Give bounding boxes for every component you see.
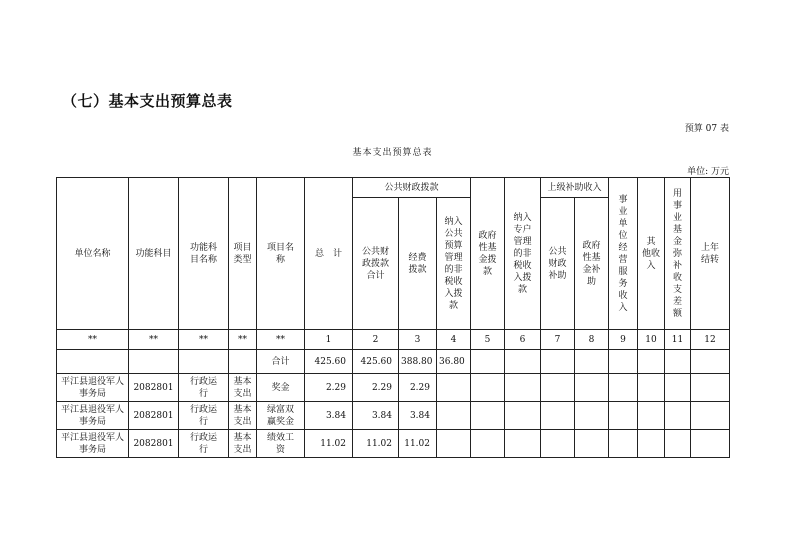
budget-table bbox=[56, 177, 730, 458]
row-pf-total: 11.02 bbox=[353, 430, 399, 458]
header-func-name: 功能科 目名称 bbox=[179, 178, 229, 330]
row-func-code: 2082801 bbox=[129, 402, 179, 430]
row-item-type: 基本 支出 bbox=[229, 430, 257, 458]
row-item-type: 基本 支出 bbox=[229, 374, 257, 402]
row-unit-name: 平江县退役军人 事务局 bbox=[57, 430, 129, 458]
table-title: 基本支出预算总表 bbox=[352, 148, 433, 158]
index-cell: 5 bbox=[471, 330, 505, 350]
unit-label: 单位: 万元 bbox=[687, 167, 729, 177]
form-number: 预算 07 表 bbox=[684, 124, 729, 134]
row-unit-name: 平江县退役军人 事务局 bbox=[57, 402, 129, 430]
row-func-code: 2082801 bbox=[129, 430, 179, 458]
header-superior-subsidy: 上级补助收入 bbox=[541, 178, 609, 198]
row-pf-funds: 2.29 bbox=[399, 374, 437, 402]
header-row-1 bbox=[57, 178, 730, 198]
row-unit-name: 平江县退役军人 事务局 bbox=[57, 374, 129, 402]
table-row bbox=[57, 402, 730, 430]
header-sub-gov-fund: 政府 性基 金补 助 bbox=[575, 198, 609, 330]
index-cell: ** bbox=[257, 330, 305, 350]
row-item-name: 奖金 bbox=[257, 374, 305, 402]
index-cell: 11 bbox=[665, 330, 691, 350]
index-cell: ** bbox=[57, 330, 129, 350]
row-total: 3.84 bbox=[305, 402, 353, 430]
header-item-name: 项目名 称 bbox=[257, 178, 305, 330]
row-item-name: 绩效工 资 bbox=[257, 430, 305, 458]
index-cell: ** bbox=[179, 330, 229, 350]
total-pf-total: 425.60 bbox=[353, 350, 399, 374]
table-row bbox=[57, 374, 730, 402]
header-sub-public: 公共 财政 补助 bbox=[541, 198, 575, 330]
row-func-name: 行政运 行 bbox=[179, 430, 229, 458]
index-row bbox=[57, 330, 730, 350]
row-pf-total: 2.29 bbox=[353, 374, 399, 402]
total-row bbox=[57, 350, 730, 374]
header-business-income: 事 业 单 位 经 营 服 务 收 入 bbox=[609, 178, 638, 330]
header-carry-over: 上年 结转 bbox=[691, 178, 730, 330]
header-pf-total: 公共财 政拨款 合计 bbox=[353, 198, 399, 330]
header-func-code: 功能科目 bbox=[129, 178, 179, 330]
header-balance-make-up: 用 事 业 基 金 弥 补 收 支 差 额 bbox=[665, 178, 691, 330]
header-other-income: 其 他收 入 bbox=[638, 178, 665, 330]
row-func-code: 2082801 bbox=[129, 374, 179, 402]
row-func-name: 行政运 行 bbox=[179, 402, 229, 430]
index-cell: 1 bbox=[305, 330, 353, 350]
row-pf-funds: 11.02 bbox=[399, 430, 437, 458]
index-cell: 12 bbox=[691, 330, 730, 350]
row-total: 11.02 bbox=[305, 430, 353, 458]
header-pf-funds: 经费 拨款 bbox=[399, 198, 437, 330]
row-item-name: 绿富双 赢奖金 bbox=[257, 402, 305, 430]
total-label: 合计 bbox=[257, 350, 305, 374]
header-pf-nontax: 纳入 公共 预算 管理 的非 税收 入拨 款 bbox=[437, 198, 471, 330]
section-title: （七）基本支出预算总表 bbox=[62, 92, 233, 110]
row-item-type: 基本 支出 bbox=[229, 402, 257, 430]
header-special-nontax: 纳入 专户 管理 的非 税收 入拨 款 bbox=[505, 178, 541, 330]
total-pf-nontax: 36.80 bbox=[437, 350, 471, 374]
header-item-type: 项目 类型 bbox=[229, 178, 257, 330]
index-cell: ** bbox=[229, 330, 257, 350]
index-cell: 6 bbox=[505, 330, 541, 350]
row-func-name: 行政运 行 bbox=[179, 374, 229, 402]
index-cell: 8 bbox=[575, 330, 609, 350]
header-total: 总 计 bbox=[305, 178, 353, 330]
row-pf-total: 3.84 bbox=[353, 402, 399, 430]
index-cell: 10 bbox=[638, 330, 665, 350]
row-total: 2.29 bbox=[305, 374, 353, 402]
index-cell: 2 bbox=[353, 330, 399, 350]
index-cell: ** bbox=[129, 330, 179, 350]
header-public-finance: 公共财政拨款 bbox=[353, 178, 471, 198]
index-cell: 9 bbox=[609, 330, 638, 350]
header-unit-name: 单位名称 bbox=[57, 178, 129, 330]
total-pf-funds: 388.80 bbox=[399, 350, 437, 374]
index-cell: 7 bbox=[541, 330, 575, 350]
index-cell: 3 bbox=[399, 330, 437, 350]
table-row bbox=[57, 430, 730, 458]
header-gov-fund: 政府 性基 金拨 款 bbox=[471, 178, 505, 330]
row-pf-funds: 3.84 bbox=[399, 402, 437, 430]
index-cell: 4 bbox=[437, 330, 471, 350]
total-total: 425.60 bbox=[305, 350, 353, 374]
